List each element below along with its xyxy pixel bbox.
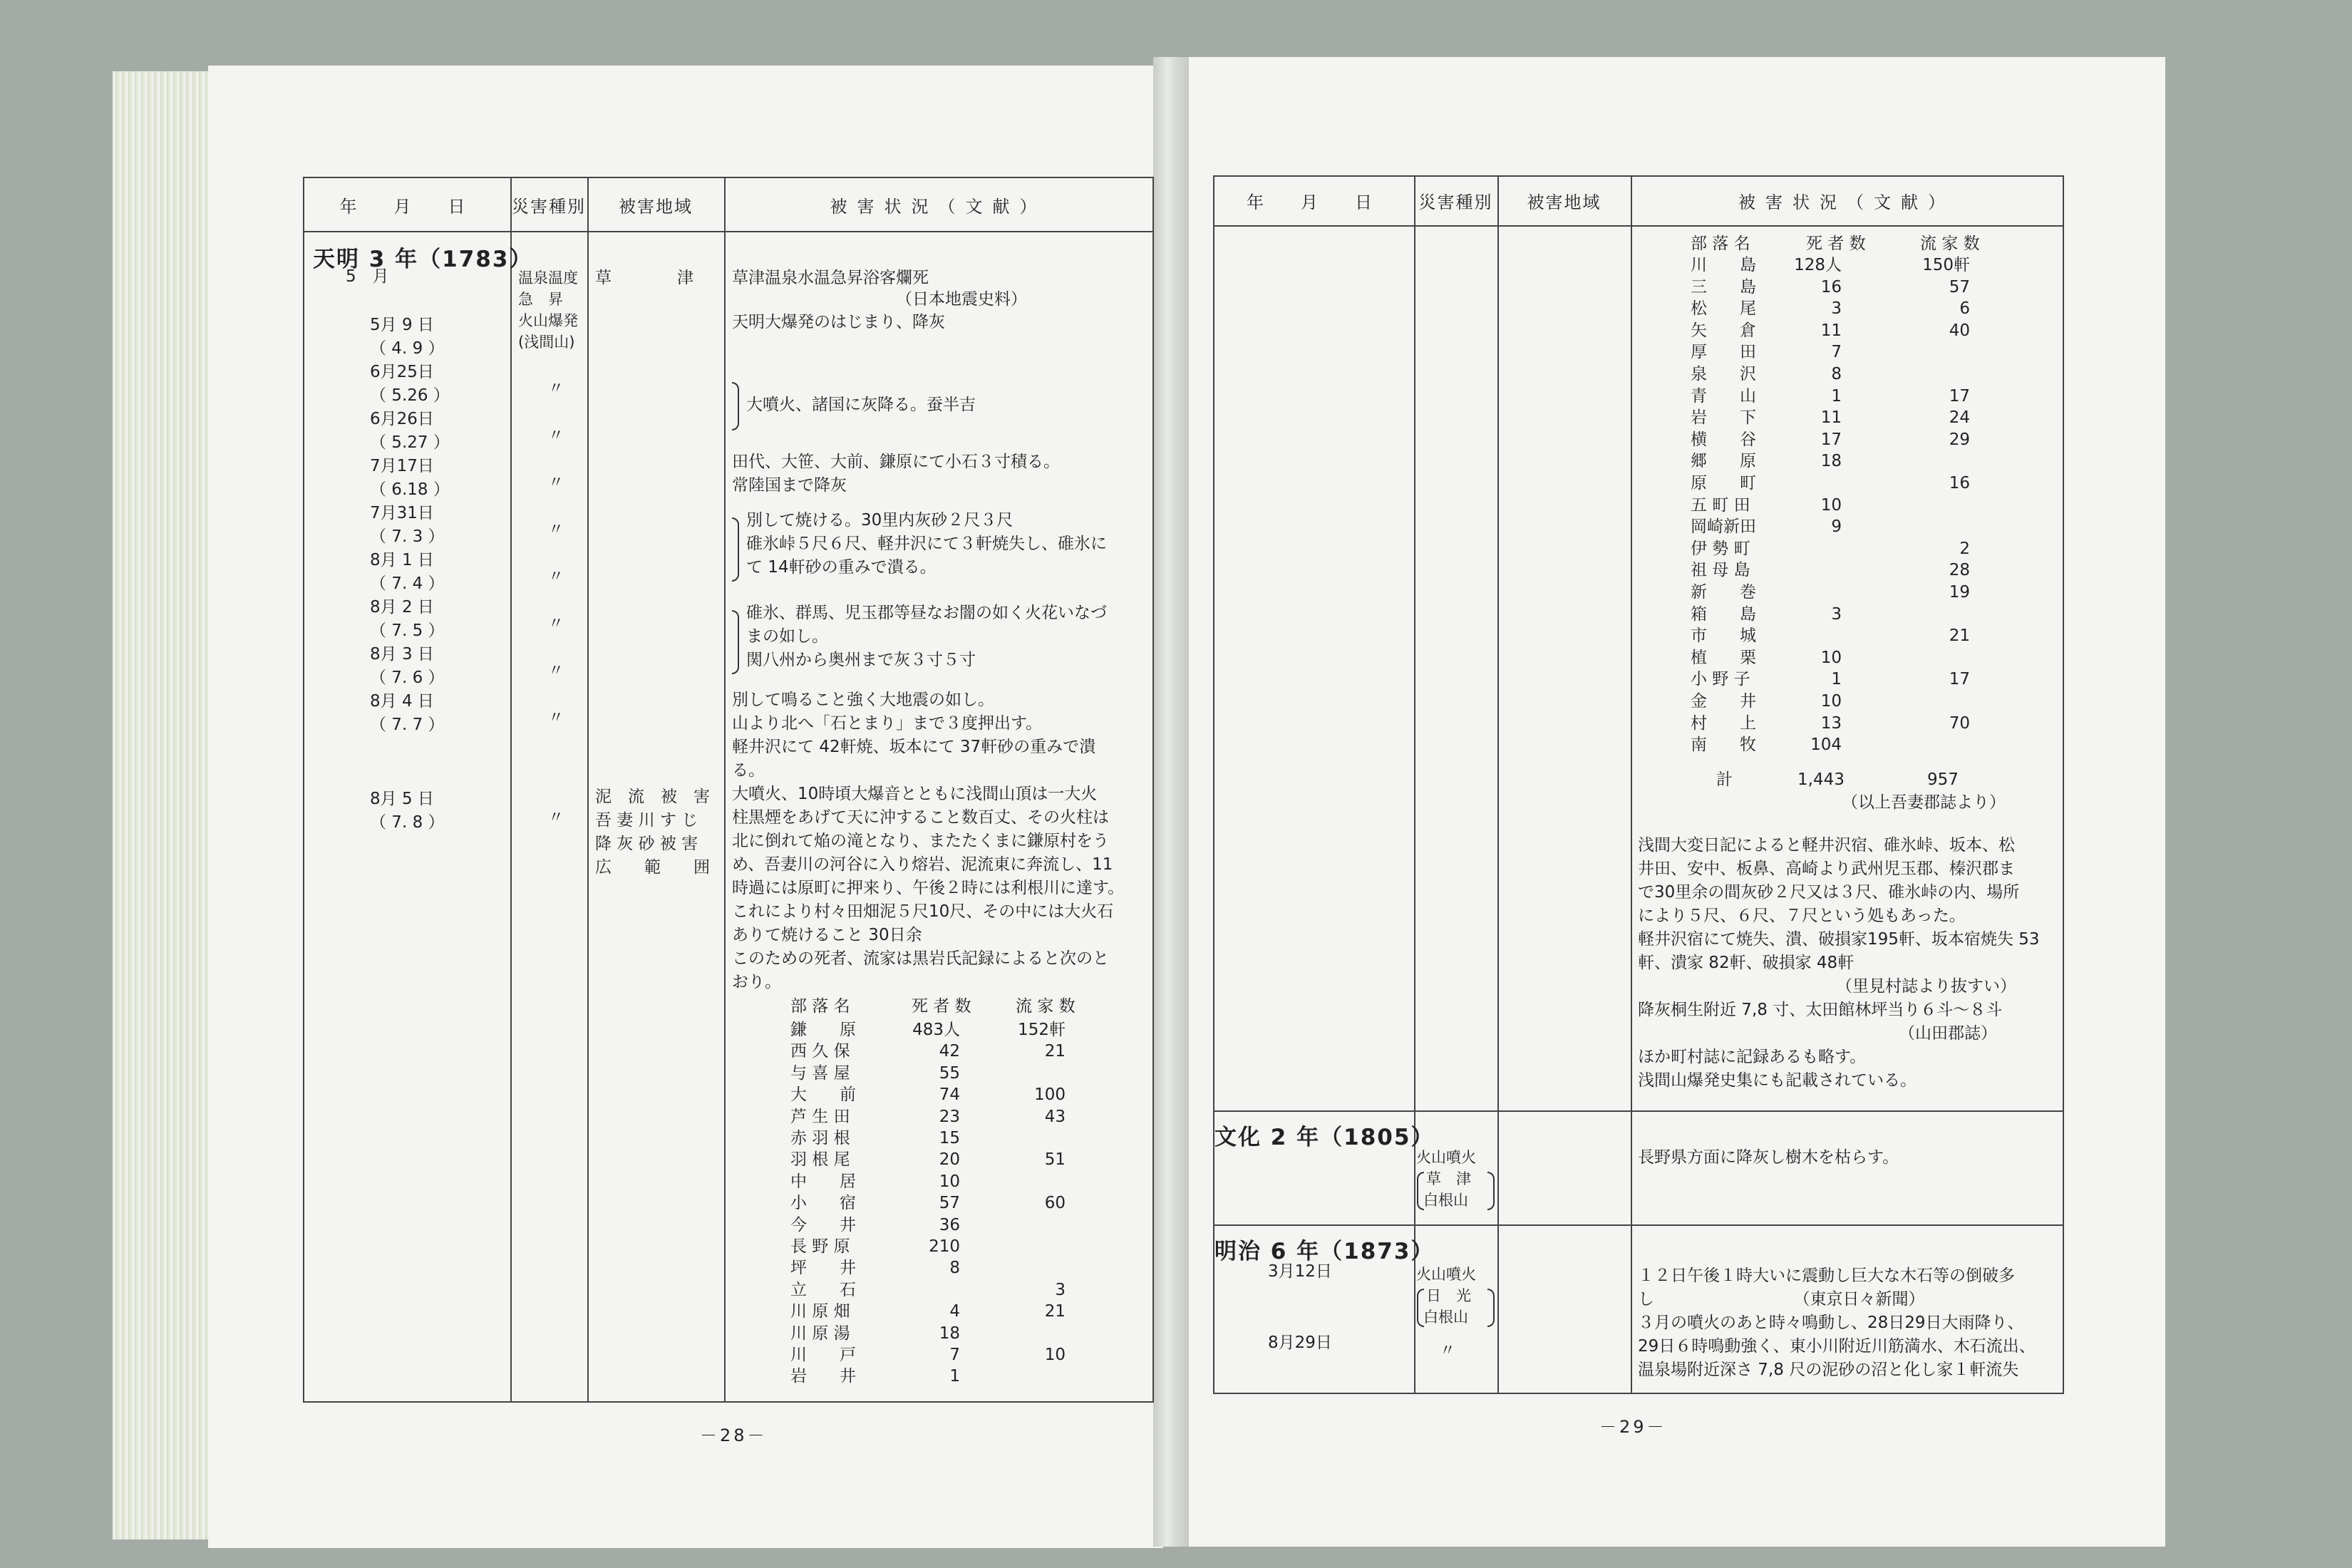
disaster-type: 白根山 [1423, 1309, 1468, 1326]
casualty-village: 長 野 原 [790, 1237, 850, 1256]
brace [1417, 1172, 1424, 1210]
source-citation: （以上吾妻郡誌より） [1842, 793, 2006, 812]
status-line: 降灰桐生附近 7,8 寸、太田館林坪当り６斗～８斗 [1638, 1001, 2003, 1019]
book-gutter [1153, 57, 1189, 1547]
casualty-dead: 10 [1820, 495, 1842, 515]
status-line: 山より北へ「石とまり」まで３度押出す。 [732, 714, 1043, 733]
total-houses: 957 [1927, 770, 1959, 789]
ditto-mark: 〃 [548, 380, 564, 398]
date-entry: 6月26日 [370, 410, 434, 428]
status-line: ３月の噴火のあと時々鳴動し、28日29日大雨降り、 [1638, 1314, 2024, 1332]
casualty-houses: 28 [1949, 561, 1970, 580]
casualty-dead: 11 [1820, 408, 1842, 428]
disaster-type: 火山爆発 [518, 312, 578, 329]
casualty-houses: 57 [1949, 277, 1970, 296]
status-line: 軽井沢にて 42軒焼、坂本にて 37軒砂の重みで潰 [732, 738, 1096, 756]
casualty-village: 原 町 [1691, 474, 1756, 492]
casualty-village: 新 巻 [1691, 583, 1756, 602]
status-line: 天明大爆発のはじまり、降灰 [732, 313, 945, 331]
casualty-head-houses: 流 家 数 [1016, 997, 1076, 1016]
casualty-dead: 3 [1831, 604, 1842, 624]
status-line: 碓氷峠５尺６尺、軽井沢にて３軒焼失し、碓氷に [746, 535, 1107, 553]
casualty-dead: 17 [1820, 430, 1842, 449]
casualty-village: 川 戸 [790, 1346, 856, 1364]
status-line: て 14軒砂の重みで潰る。 [746, 558, 937, 577]
casualty-dead: 8 [1831, 365, 1842, 383]
casualty-dead: 74 [939, 1085, 960, 1105]
ditto-mark: 〃 [548, 809, 564, 827]
casualty-village: 中 居 [790, 1172, 856, 1191]
status-line: 浅間大変日記によると軽井沢宿、碓氷峠、坂本、松 [1638, 836, 2015, 855]
casualty-dead: 13 [1820, 713, 1842, 733]
casualty-dead: 8 [949, 1259, 960, 1278]
casualty-village: 矢 倉 [1691, 321, 1756, 340]
casualty-village: 小 野 子 [1691, 670, 1750, 689]
date-entry: （ 5.26 ） [370, 386, 450, 405]
casualty-village: 郷 原 [1691, 452, 1756, 471]
casualty-houses: 70 [1949, 713, 1970, 733]
date-entry: 5 月 [346, 267, 389, 286]
casualty-dead: 10 [1820, 648, 1842, 667]
casualty-village: 青 山 [1691, 386, 1756, 406]
brace [1487, 1289, 1495, 1327]
casualty-dead: 1 [1831, 386, 1842, 406]
casualty-houses: 16 [1949, 474, 1970, 492]
header-type: 災害種別 [1418, 192, 1493, 212]
casualty-houses: 51 [1044, 1150, 1066, 1170]
casualty-houses: 152軒 [1018, 1021, 1066, 1039]
casualty-houses: 6 [1959, 299, 1970, 319]
casualty-dead: 104 [1810, 736, 1842, 755]
total-label: 計 [1716, 770, 1733, 789]
casualty-houses: 2 [1959, 539, 1970, 558]
date-entry: 5月 9 日 [370, 316, 434, 334]
date-entry: （ 4. 9 ） [370, 339, 445, 358]
brace [732, 517, 739, 582]
status-line: 草津温泉水温急昇浴客爛死 [732, 269, 929, 287]
date-entry: （ 7. 7 ） [370, 716, 445, 734]
brace [732, 610, 739, 674]
casualty-village: 川 原 湯 [790, 1324, 850, 1343]
casualty-village: 川 原 畑 [790, 1302, 850, 1321]
casualty-dead: 18 [939, 1324, 960, 1343]
status-line: １２日午後１時大いに震動し巨大な木石等の倒破多 [1638, 1267, 2015, 1285]
disaster-type: 火山噴火 [1416, 1149, 1476, 1166]
casualty-houses: 60 [1044, 1194, 1066, 1213]
disaster-type: 日 光 [1426, 1287, 1471, 1304]
area-entry: 降 灰 砂 被 害 [595, 835, 698, 853]
casualty-village: 坪 井 [790, 1259, 856, 1278]
header-status: 被害状況（文献） [1738, 192, 1955, 212]
status-line: 大噴火、10時頃大爆音とともに浅間山頂は一大火 [732, 785, 1098, 803]
casualty-dead: 18 [1820, 452, 1842, 471]
date-entry: （ 7. 5 ） [370, 621, 445, 640]
casualty-dead: 4 [949, 1302, 960, 1321]
casualty-dead: 10 [939, 1172, 960, 1191]
casualty-village: 三 島 [1691, 277, 1756, 296]
casualty-houses: 21 [1949, 626, 1970, 646]
casualty-village: 与 喜 屋 [790, 1063, 850, 1083]
casualty-village: 厚 田 [1691, 343, 1756, 362]
casualty-village: 植 栗 [1691, 648, 1756, 667]
status-line: 北に倒れて焔の滝となり、またたくまに鎌原村をう [732, 832, 1109, 850]
casualty-dead: 23 [939, 1107, 960, 1126]
casualty-dead: 1 [1831, 670, 1842, 689]
status-line: 軒、潰家 82軒、破損家 48軒 [1638, 954, 1855, 972]
casualty-dead: 20 [939, 1150, 960, 1170]
status-line: 軽井沢宿にて焼失、潰、破損家195軒、坂本宿焼失 53 [1638, 930, 2040, 949]
disaster-type: 急 昇 [518, 291, 563, 308]
casualty-houses: 3 [1055, 1280, 1066, 1299]
casualty-village: 鎌 原 [790, 1021, 856, 1039]
status-line: 長野県方面に降灰し樹木を枯らす。 [1638, 1148, 1899, 1167]
date-entry: （ 5.27 ） [370, 433, 450, 452]
casualty-village: 泉 沢 [1691, 365, 1756, 383]
casualty-dead: 7 [1831, 343, 1842, 362]
casualty-village: 箱 島 [1691, 604, 1756, 624]
ditto-mark: 〃 [548, 474, 564, 492]
casualty-dead: 9 [1831, 517, 1842, 537]
casualty-village: 金 井 [1691, 692, 1756, 711]
date-entry: （ 7. 8 ） [370, 813, 445, 832]
brace [732, 382, 739, 430]
casualty-head-dead: 死 者 数 [1806, 234, 1866, 253]
row-divider [1214, 1110, 2063, 1112]
status-line: 別して鳴ること強く大地震の如し。 [732, 691, 994, 709]
casualty-dead: 10 [1820, 692, 1842, 711]
casualty-village: 赤 羽 根 [790, 1129, 850, 1147]
disaster-type: 温泉温度 [518, 269, 578, 287]
casualty-houses: 21 [1044, 1302, 1066, 1321]
casualty-village: 村 上 [1691, 713, 1756, 733]
casualty-dead: 55 [939, 1063, 960, 1083]
casualty-village: 横 谷 [1691, 430, 1756, 449]
casualty-houses: 21 [1044, 1042, 1066, 1061]
casualty-houses: 150軒 [1922, 256, 1970, 274]
disaster-type: 草 津 [1426, 1170, 1471, 1187]
status-line: おり。 [732, 973, 781, 991]
era-year-tenmei: 天明 3 年（1783） [313, 247, 533, 272]
era-year-meiji: 明治 6 年（1873） [1214, 1239, 1435, 1264]
header-area: 被害地域 [1527, 192, 1601, 212]
casualty-village: 岩 井 [790, 1367, 856, 1386]
area-entry: 草 津 [595, 269, 693, 287]
date-entry: 8月29日 [1268, 1334, 1332, 1352]
casualty-village: 松 尾 [1691, 299, 1756, 319]
casualty-dead: 210 [929, 1237, 960, 1256]
status-line: し （東京日々新聞） [1638, 1290, 1925, 1309]
casualty-village: 小 宿 [790, 1194, 856, 1213]
page-number: －29－ [1599, 1417, 1667, 1437]
total-dead: 1,443 [1797, 770, 1845, 789]
status-line: 田代、大笹、大前、鎌原にて小石３寸積る。 [732, 453, 1060, 471]
casualty-village: 羽 根 尾 [790, 1150, 850, 1170]
date-entry: 8月 5 日 [370, 790, 434, 808]
status-line: 大噴火、諸国に灰降る。蚕半吉 [746, 396, 976, 414]
era-year-bunka: 文化 2 年（1805） [1214, 1125, 1435, 1150]
ditto-mark: 〃 [548, 615, 564, 633]
date-entry: 8月 3 日 [370, 645, 434, 664]
header-area: 被害地域 [619, 197, 693, 217]
status-line: 柱黒煙をあげて天に沖すること数百丈、その火柱は [732, 808, 1109, 827]
status-line: 別して焼ける。30里内灰砂２尺３尺 [746, 511, 1013, 530]
area-entry: 広 範 囲 [595, 858, 710, 877]
casualty-dead: 16 [1820, 277, 1842, 296]
status-line: 関八州から奥州まで灰３寸５寸 [746, 651, 976, 669]
casualty-village: 祖 母 島 [1691, 561, 1750, 580]
date-entry: 8月 1 日 [370, 551, 434, 569]
disaster-table-right [1213, 175, 2064, 1437]
status-line: により５尺、６尺、７尺という処もあった。 [1638, 907, 1966, 925]
casualty-dead: 7 [949, 1346, 960, 1364]
casualty-houses: 10 [1044, 1346, 1066, 1364]
disaster-table-left [303, 177, 1154, 1445]
status-line: ありて焼けること 30日余 [732, 926, 922, 944]
status-line: 温泉場附近深さ 7,8 尺の泥砂の沼と化し家１軒流失 [1638, 1361, 2019, 1379]
header-status: 被害状況（文献） [830, 197, 1047, 217]
brace [1487, 1172, 1495, 1210]
date-entry: 8月 2 日 [370, 598, 434, 617]
casualty-village: 西 久 保 [790, 1042, 850, 1061]
area-entry: 泥 流 被 害 [595, 788, 710, 806]
casualty-village: 今 井 [790, 1215, 856, 1234]
casualty-village: 伊 勢 町 [1691, 539, 1750, 558]
status-line: 常陸国まで降灰 [732, 476, 847, 495]
source-citation: （里見村誌より抜すい） [1836, 977, 2016, 996]
status-line: 碓氷、群馬、児玉郡等昼なお闇の如く火花いなづ [746, 604, 1107, 622]
casualty-dead: 42 [939, 1042, 960, 1061]
casualty-village: 岩 下 [1691, 408, 1756, 428]
casualty-houses: 40 [1949, 321, 1970, 340]
casualty-dead: 57 [939, 1194, 960, 1213]
casualty-houses: 17 [1949, 670, 1970, 689]
casualty-village: 市 城 [1691, 626, 1756, 646]
date-entry: 3月12日 [1268, 1262, 1332, 1281]
ditto-mark: 〃 [548, 568, 564, 586]
date-entry: （ 7. 3 ） [370, 527, 445, 546]
status-line: め、吾妻川の河谷に入り熔岩、泥流東に奔流し、11 [732, 855, 1113, 874]
casualty-village: 岡崎新田 [1691, 517, 1756, 537]
casualty-dead: 483人 [912, 1021, 960, 1039]
casualty-houses: 24 [1949, 408, 1970, 428]
disaster-type: 白根山 [1423, 1192, 1468, 1209]
status-line: このための死者、流家は黒岩氏記録によると次のと [732, 949, 1109, 968]
status-line: 時過には原町に押来り、午後２時には利根川に達す。 [732, 879, 1125, 897]
casualty-head-village: 部 落 名 [1691, 234, 1750, 253]
page-number: －28－ [700, 1425, 768, 1445]
casualty-village: 立 石 [790, 1280, 856, 1299]
casualty-dead: 36 [939, 1215, 960, 1234]
casualty-dead: 15 [939, 1129, 960, 1147]
date-entry: 7月17日 [370, 457, 434, 475]
casualty-village: 大 前 [790, 1085, 856, 1105]
status-line: （日本地震史料） [896, 290, 1027, 309]
header-date: 年 月 日 [1247, 192, 1382, 212]
casualty-head-dead: 死 者 数 [912, 997, 971, 1016]
casualty-houses: 17 [1949, 386, 1970, 406]
header-date: 年 月 日 [339, 197, 475, 217]
ditto-mark: 〃 [1440, 1342, 1456, 1360]
date-entry: （ 7. 6 ） [370, 669, 445, 687]
status-line: る。 [732, 761, 765, 780]
area-entry: 吾 妻 川 す じ [595, 811, 698, 830]
casualty-houses: 100 [1034, 1085, 1066, 1105]
casualty-dead: 3 [1831, 299, 1842, 319]
casualty-houses: 43 [1044, 1107, 1066, 1126]
casualty-houses: 19 [1949, 583, 1970, 602]
source-citation: （山田郡誌） [1899, 1024, 1997, 1043]
casualty-dead: 11 [1820, 321, 1842, 340]
casualty-village: 南 牧 [1691, 736, 1756, 755]
date-entry: 7月31日 [370, 504, 434, 522]
casualty-village: 川 島 [1691, 256, 1756, 274]
casualty-village: 五 町 田 [1691, 495, 1750, 515]
date-entry: 6月25日 [370, 363, 434, 381]
date-entry: （ 7. 4 ） [370, 574, 445, 593]
date-entry: （ 6.18 ） [370, 480, 450, 499]
status-line: で30里余の間灰砂２尺又は３尺、碓氷峠の内、場所 [1638, 883, 2020, 902]
brace [1417, 1289, 1424, 1327]
casualty-dead: 128人 [1794, 256, 1842, 274]
status-line: ほか町村誌に記録あるも略す。 [1638, 1048, 1867, 1066]
disaster-type: 火山噴火 [1416, 1266, 1476, 1283]
ditto-mark: 〃 [548, 427, 564, 445]
status-line: 井田、安中、板鼻、高崎より武州児玉郡、榛沢郡ま [1638, 860, 2015, 878]
disaster-type: (浅間山) [518, 334, 575, 351]
status-line: 浅間山爆発史集にも記載されている。 [1638, 1071, 1917, 1090]
casualty-dead: 1 [949, 1367, 960, 1386]
status-line: 29日６時鳴動強く、東小川附近川筋満水、木石流出、 [1638, 1337, 2036, 1356]
casualty-head-village: 部 落 名 [790, 997, 850, 1016]
casualty-head-houses: 流 家 数 [1920, 234, 1980, 253]
ditto-mark: 〃 [548, 709, 564, 727]
casualty-village: 芦 生 田 [790, 1107, 850, 1126]
date-entry: 8月 4 日 [370, 692, 434, 711]
ditto-mark: 〃 [548, 521, 564, 539]
ditto-mark: 〃 [548, 662, 564, 680]
casualty-houses: 29 [1949, 430, 1970, 449]
header-type: 災害種別 [512, 197, 586, 217]
row-divider [1214, 1224, 2063, 1226]
status-line: まの如し。 [746, 627, 828, 646]
status-line: これにより村々田畑泥５尺10尺、その中には大火石 [732, 902, 1114, 921]
